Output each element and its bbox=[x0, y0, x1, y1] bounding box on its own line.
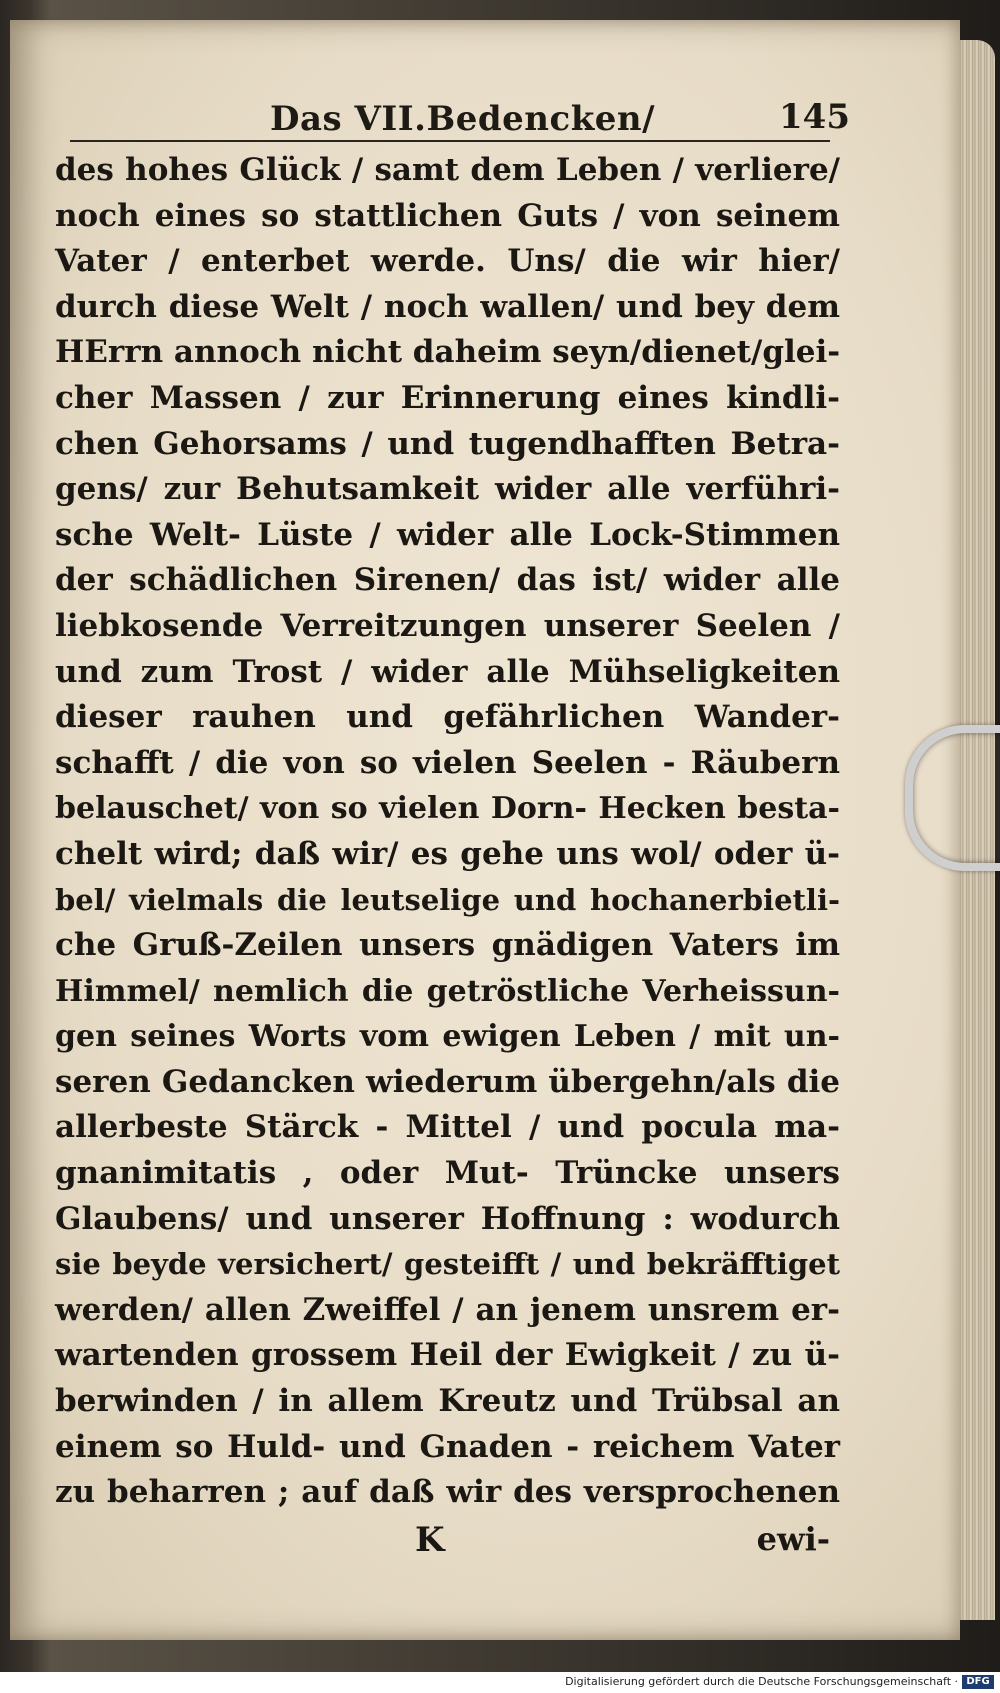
text-line: seren Gedancken wiederum übergehn/als die bbox=[55, 1063, 840, 1100]
signature-mark: K bbox=[415, 1520, 445, 1560]
text-line: schafft / die von so vielen Seelen - Räubern bbox=[55, 744, 840, 781]
text-line: berwinden / in allem Kreutz und Trübsal an bbox=[55, 1383, 840, 1420]
digitization-footer bbox=[0, 1672, 1000, 1693]
text-line: chelt wird; daß wir/ es gehe uns wol/ oder ü- bbox=[55, 835, 840, 872]
text-line: gnanimitatis , oder Mut- Trüncke unsers bbox=[55, 1155, 840, 1192]
page-header bbox=[70, 95, 860, 145]
page-clip bbox=[905, 725, 1000, 871]
text-line: Himmel/ nemlich die getröstliche Verheissun- bbox=[55, 973, 840, 1009]
page-number: 145 bbox=[779, 97, 850, 137]
text-line: liebkosende Verreitzungen unserer Seelen / bbox=[55, 607, 840, 644]
text-line: gen seines Worts vom ewigen Leben / mit un- bbox=[55, 1019, 840, 1055]
text-line: HErrn annoch nicht daheim seyn/dienet/glei- bbox=[55, 334, 841, 371]
page-footer-marks bbox=[55, 1520, 840, 1570]
text-line: sie beyde versichert/ gesteifft / und bekräfftiget bbox=[55, 1247, 840, 1282]
text-line: chen Gehorsams / und tugendhafften Betra- bbox=[55, 425, 840, 462]
dfg-logo: DFG bbox=[962, 1675, 994, 1689]
text-line: dieser rauhen und gefährlichen Wander- bbox=[55, 699, 840, 736]
body-text bbox=[55, 148, 840, 1516]
text-line: noch eines so stattlichen Guts / von seinem bbox=[55, 197, 840, 234]
text-line: bel/ vielmals die leutselige und hochanerbietli- bbox=[55, 882, 840, 917]
text-line: der schädlichen Sirenen/ das ist/ wider alle bbox=[55, 562, 840, 599]
facing-page-bleed bbox=[22, 140, 48, 1540]
text-line: che Gruß-Zeilen unsers gnädigen Vaters im bbox=[55, 927, 840, 964]
text-line: allerbeste Stärck - Mittel / und pocula ma- bbox=[55, 1109, 840, 1146]
text-line: cher Massen / zur Erinnerung eines kindli- bbox=[55, 379, 840, 416]
text-line: belauschet/ von so vielen Dorn- Hecken besta- bbox=[55, 791, 840, 827]
header-rule bbox=[70, 140, 830, 142]
text-line: werden/ allen Zweiffel / an jenem unsrem er- bbox=[55, 1291, 840, 1328]
text-line: Glaubens/ und unserer Hoffnung : wodurch bbox=[55, 1200, 840, 1237]
text-line: zu beharren ; auf daß wir des versprochenen bbox=[55, 1474, 840, 1511]
text-line: sche Welt- Lüste / wider alle Lock-Stimmen bbox=[55, 516, 840, 553]
running-head: Das VII.Bedencken/ bbox=[270, 99, 656, 139]
funding-credit: Digitalisierung gefördert durch die Deutsche Forschungsgemeinschaft · bbox=[565, 1675, 958, 1688]
text-line: wartenden grossem Heil der Ewigkeit / zu ü- bbox=[55, 1337, 840, 1374]
text-line: einem so Huld- und Gnaden - reichem Vater bbox=[55, 1428, 840, 1465]
text-line: des hohes Glück / samt dem Leben / verliere/ bbox=[55, 152, 840, 188]
text-line: und zum Trost / wider alle Mühseligkeiten bbox=[55, 653, 840, 690]
text-line: gens/ zur Behutsamkeit wider alle verführi- bbox=[55, 471, 840, 508]
text-line: Vater / enterbet werde. Uns/ die wir hier/ bbox=[55, 243, 840, 280]
book-page bbox=[10, 20, 960, 1640]
text-line: durch diese Welt / noch wallen/ und bey dem bbox=[55, 288, 840, 325]
catchword: ewi- bbox=[756, 1520, 830, 1558]
